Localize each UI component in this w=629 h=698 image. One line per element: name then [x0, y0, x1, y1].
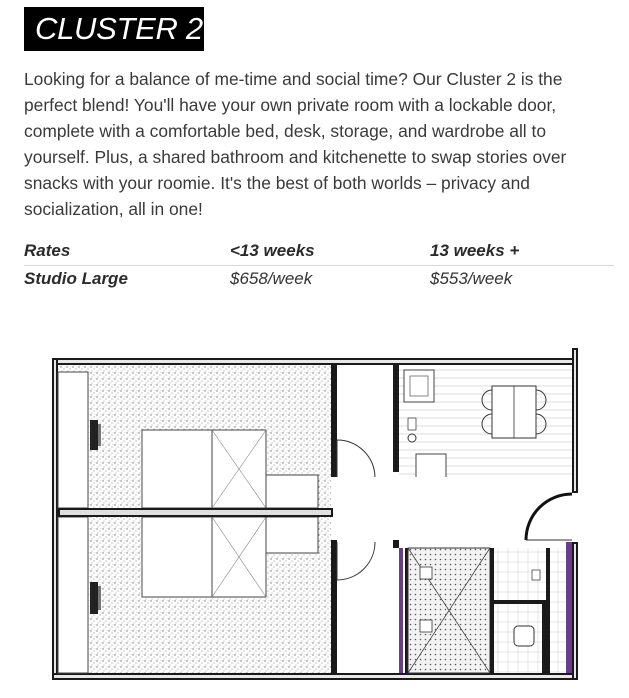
rates-header-long-term: 13 weeks +	[430, 241, 520, 260]
short-term-price: $658/week	[230, 269, 313, 288]
rates-header-row	[24, 238, 614, 266]
floor-plan	[48, 342, 588, 682]
bedroom-divider-wall	[58, 508, 333, 517]
corridor	[337, 477, 572, 540]
page-title: CLUSTER 2	[24, 7, 204, 51]
room-type-label: Studio Large	[24, 269, 128, 288]
rates-header-short-term: <13 weeks	[230, 241, 315, 260]
bedroom-2	[58, 517, 331, 673]
rates-table	[24, 238, 614, 294]
bedroom-1	[58, 365, 331, 508]
kitchenette	[399, 365, 572, 490]
rates-header-label: Rates	[24, 241, 71, 260]
long-term-price: $553/week	[430, 269, 513, 288]
cluster-description: Looking for a balance of me-time and social time? Our Cluster 2 is the perfect blend! You'll have your own private room with a lockable door, complete with a comfortable bed, desk, storage, and wardrobe all to yourself. Plus, a shared bathroom and kitchenette to swap stories over snacks with your roomie. It's the best of both worlds – privacy and socialization, all in one!	[24, 69, 567, 219]
bathroom	[399, 542, 572, 673]
rates-row-studio-large	[24, 266, 614, 294]
